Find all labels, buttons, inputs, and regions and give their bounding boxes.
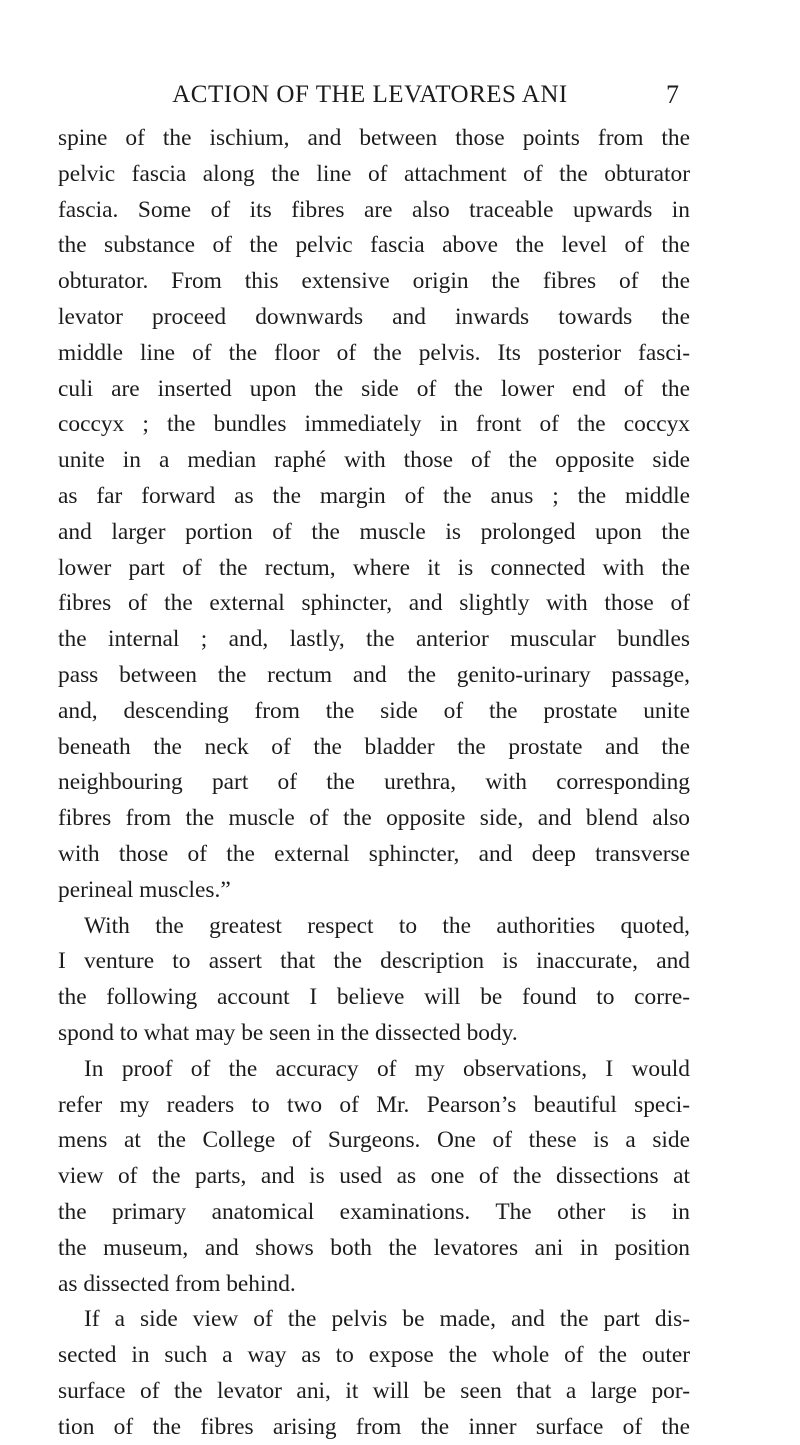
text-line: In proof of the accuracy of my observations, I would	[84, 1055, 690, 1082]
text-line: perineal muscles.”	[58, 876, 231, 903]
text-line: the internal ; and, lastly, the anterior muscular bundles	[58, 626, 690, 653]
text-line: I venture to assert that the description is inaccurate, and	[58, 948, 690, 975]
text-line: beneath the neck of the bladder the prostate and the	[58, 733, 690, 760]
text-line: If a side view of the pelvis be made, and the part dis-	[84, 1306, 690, 1333]
text-line: the primary anatomical examinations. The other is in	[58, 1198, 690, 1225]
text-line: mens at the College of Surgeons. One of these is a side	[58, 1127, 690, 1154]
text-line: neighbouring part of the urethra, with corresponding	[58, 769, 690, 796]
text-line: and larger portion of the muscle is prolonged upon the	[58, 518, 690, 545]
text-line: spond to what may be seen in the dissected body.	[58, 1019, 518, 1046]
text-line: with those of the external sphincter, and deep transverse	[58, 840, 690, 867]
text-line: pass between the rectum and the genito-urinary passage,	[58, 661, 690, 688]
text-line: fibres from the muscle of the opposite side, and blend also	[58, 805, 690, 832]
text-line: spine of the ischium, and between those points from the	[58, 125, 690, 151]
text-line: levator proceed downwards and inwards towards the	[58, 303, 690, 330]
text-line: sected in such a way as to expose the whole of the outer	[58, 1342, 690, 1369]
text-line: obturator. From this extensive origin the fibres of the	[58, 268, 690, 295]
page-number: 7	[666, 80, 679, 109]
text-line: middle line of the floor of the pelvis. Its posterior fasci-	[58, 339, 690, 366]
text-line: fibres of the external sphincter, and slightly with those of	[58, 590, 690, 617]
running-head-title: ACTION OF THE LEVATORES ANI	[172, 81, 568, 108]
text-line: coccyx ; the bundles immediately in front of the coccyx	[58, 411, 690, 438]
text-line: lower part of the rectum, where it is connected with the	[58, 554, 690, 581]
text-line: culi are inserted upon the side of the lower end of the	[58, 375, 690, 402]
text-line: as dissected from behind.	[58, 1270, 296, 1297]
text-line: surface of the levator ani, it will be seen that a large por-	[58, 1377, 690, 1404]
text-line: pelvic fascia along the line of attachment of the obturator	[58, 160, 690, 187]
text-line: fascia. Some of its fibres are also traceable upwards in	[58, 196, 690, 223]
text-line: tion of the fibres arising from the inner surface of the	[58, 1413, 690, 1440]
text-line: the substance of the pelvic fascia above the level of the	[58, 232, 690, 259]
text-line: the museum, and shows both the levatores ani in position	[58, 1234, 690, 1261]
text-line: With the greatest respect to the authorities quoted,	[84, 912, 690, 939]
text-line: the following account I believe will be found to corre-	[58, 984, 690, 1011]
text-line: as far forward as the margin of the anus ; the middle	[58, 482, 690, 509]
text-line: unite in a median raphé with those of the opposite side	[58, 447, 690, 474]
text-line: refer my readers to two of Mr. Pearson’s beautiful speci-	[58, 1091, 690, 1118]
text-line: and, descending from the side of the prostate unite	[58, 697, 690, 724]
body-text	[58, 121, 690, 1445]
text-line: view of the parts, and is used as one of the dissections at	[58, 1163, 690, 1190]
